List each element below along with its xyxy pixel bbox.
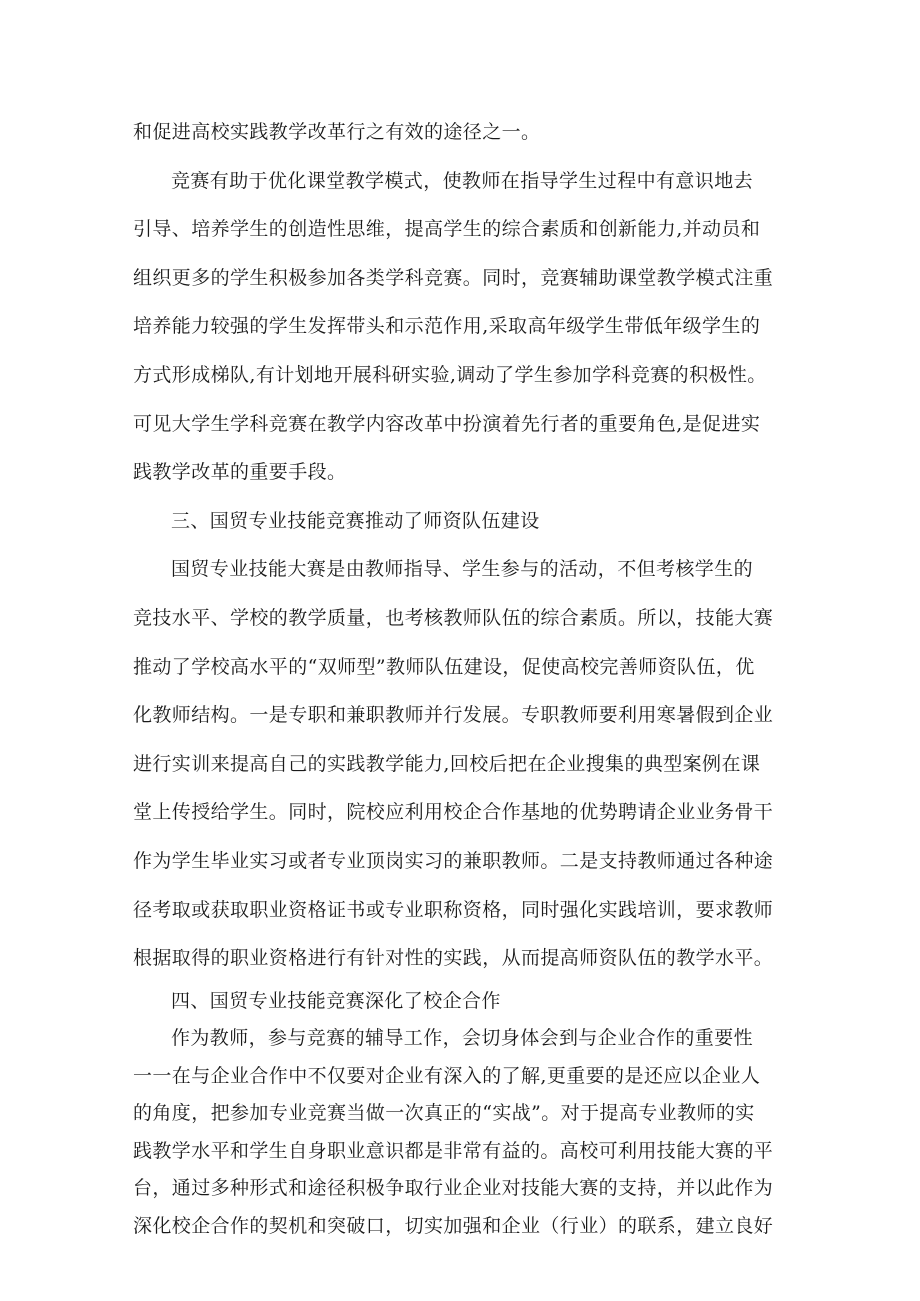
text-line: 践教学改革的重要手段。	[133, 461, 347, 484]
text-line: 一一在与企业合作中不仅要对企业有深入的了解,更重要的是还应以企业人	[133, 1064, 761, 1087]
text-line: 竞赛有助于优化课堂教学模式，使教师在指导学生过程中有意识地去	[171, 169, 754, 192]
text-line: 引导、培养学生的创造性思维，提高学生的综合素质和创新能力,并动员和	[133, 218, 761, 241]
paragraph	[133, 108, 793, 157]
text-line: 可见大学生学科竞赛在教学内容改革中扮演着先行者的重要角色,是促进实	[133, 412, 761, 435]
text-line: 竞技水平、学校的教学质量，也考核教师队伍的综合素质。所以，技能大赛	[133, 606, 774, 629]
text-line: 方式形成梯队,有计划地开展科研实验,调动了学生参加学科竞赛的积极性。	[133, 363, 767, 386]
text-line: 深化校企合作的契机和突破口，切实加强和企业（行业）的联系，建立良好	[133, 1214, 774, 1237]
text-line: 进行实训来提高自己的实践教学能力,回校后把在企业搜集的典型案例在课	[133, 752, 761, 775]
document-body-upper	[133, 108, 793, 983]
section-heading	[133, 983, 793, 1021]
text-line: 作为教师，参与竞赛的辅导工作，会切身体会到与企业合作的重要性	[171, 1027, 754, 1050]
text-line: 台，通过多种形式和途径积极争取行业企业对技能大赛的支持，并以此作为	[133, 1177, 774, 1200]
paragraph	[133, 1020, 793, 1245]
text-line: 国贸专业技能大赛是由教师指导、学生参与的活动，不但考核学生的	[171, 558, 754, 581]
text-line: 径考取或获取职业资格证书或专业职称资格，同时强化实践培训，要求教师	[133, 898, 774, 921]
paragraph	[133, 545, 793, 982]
paragraph	[133, 157, 793, 497]
text-line: 化教师结构。一是专职和兼职教师并行发展。专职教师要利用寒暑假到企业	[133, 704, 774, 727]
text-line: 三、国贸专业技能竞赛推动了师资队伍建设	[171, 509, 540, 532]
text-line: 推动了学校高水平的“双师型”教师队伍建设，促使高校完善师资队伍，优	[133, 655, 755, 678]
text-line: 和促进高校实践教学改革行之有效的途径之一。	[133, 121, 541, 143]
section-heading	[133, 497, 793, 546]
text-line: 四、国贸专业技能竞赛深化了校企合作	[171, 989, 501, 1012]
document-body-lower	[133, 983, 793, 1246]
text-line: 组织更多的学生积极参加各类学科竞赛。同时，竞赛辅助课堂教学模式注重	[133, 266, 774, 289]
text-line: 作为学生毕业实习或者专业顶岗实习的兼职教师。二是支持教师通过各种途	[133, 849, 774, 872]
text-line: 根据取得的职业资格进行有针对性的实践，从而提高师资队伍的教学水平。	[133, 947, 774, 970]
document-page	[133, 108, 793, 1245]
text-line: 堂上传授给学生。同时，院校应利用校企合作基地的优势聘请企业业务骨干	[133, 801, 774, 824]
text-line: 的角度，把参加专业竞赛当做一次真正的“实战”。对于提高专业教师的实	[133, 1102, 755, 1125]
text-line: 践教学水平和学生自身职业意识都是非常有益的。高校可利用技能大赛的平	[133, 1139, 774, 1162]
text-line: 培养能力较强的学生发挥带头和示范作用,采取高年级学生带低年级学生的	[133, 315, 761, 338]
